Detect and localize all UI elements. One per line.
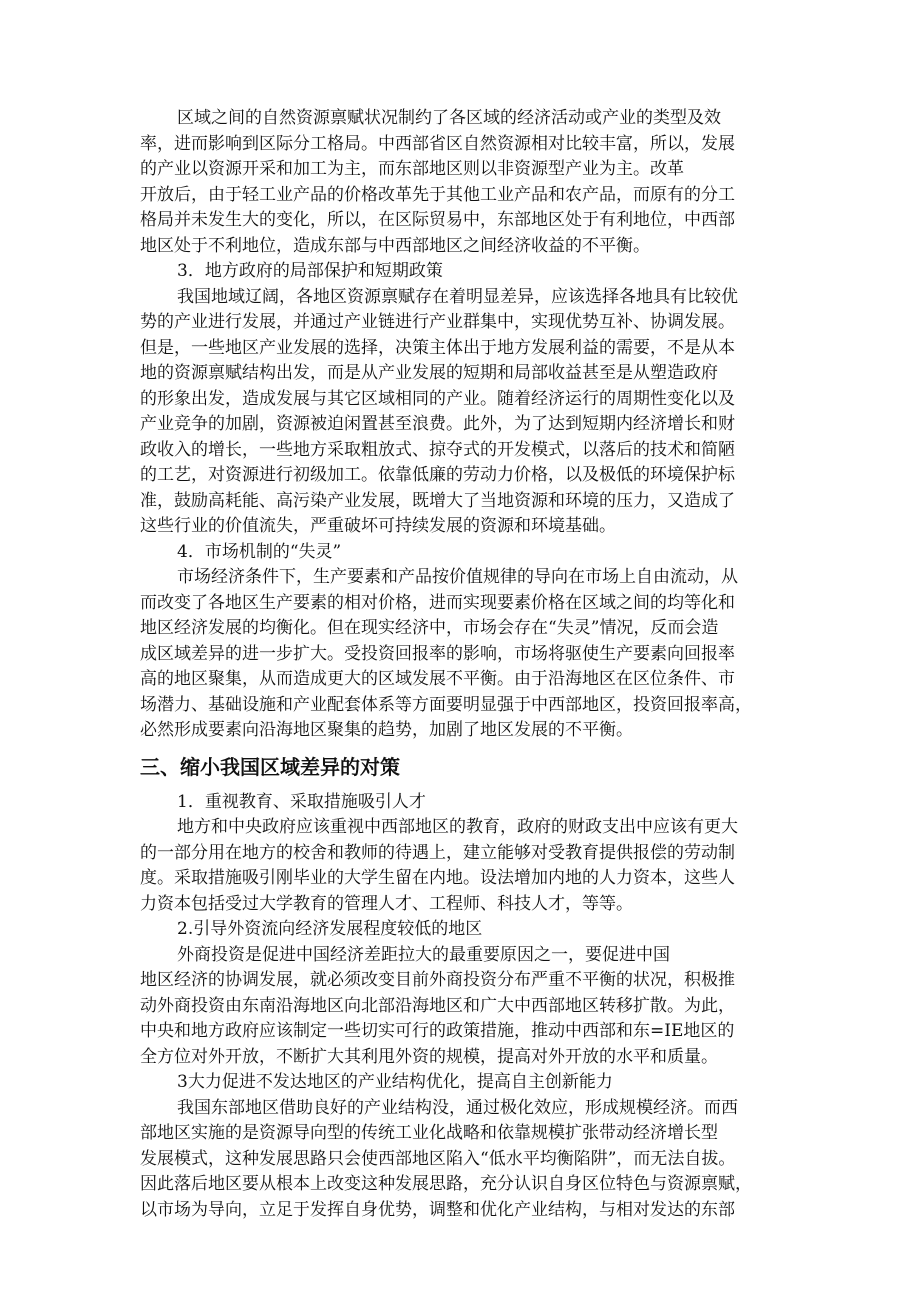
subsection-title: 2.引导外资流向经济发展程度较低的地区 [177,919,483,939]
paragraph-line: 因此落后地区要从根本上改变这种发展思路，充分认识自身区位特色与资源禀赋， [140,1174,752,1194]
paragraph-line: 势的产业进行发展，并通过产业链进行产业群集中，实现优势互补、协调发展。 [140,312,735,332]
subsection-title: 3大力促进不发达地区的产业结构优化，提高自主创新能力 [177,1072,613,1092]
paragraph-line: 部地区实施的是资源导向型的传统工业化战略和依靠规模扩张带动经济增长型 [140,1123,718,1143]
paragraph-line: 政收入的增长，一些地方采取粗放式、掠夺式的开发模式，以落后的技术和简陋 [140,439,735,460]
paragraph-line: 准，鼓励高耗能、高污染产业发展，既增大了当地资源和环境的压力，又造成了 [140,490,735,511]
subsection-title: 1．重视教育、采取措施吸引人才 [177,791,426,812]
paragraph-line: 外商投资是促进中国经济差距拉大的最重要原因之一，要促进中国 [177,944,670,965]
paragraph-line: 我国地域辽阔，各地区资源禀赋存在着明显差异，应该选择各地具有比较优 [177,286,738,307]
paragraph-line: 我国东部地区借助良好的产业结构没，通过极化效应，形成规模经济。而西 [177,1097,738,1118]
paragraph-line: 地的资源禀赋结构出发，而是从产业发展的短期和局部收益甚至是从塑造政府 [140,363,718,383]
paragraph-line: 的工艺，对资源进行初级加工。依靠低廉的劳动力价格，以及极低的环境保护标 [140,465,735,485]
paragraph-line: 开放后，由于轻工业产品的价格改革先于其他工业产品和农产品，而原有的分工 [140,184,735,205]
section-heading: 三、缩小我国区域差异的对策 [140,754,400,779]
paragraph-line: 必然形成要素向沿海地区聚集的趋势，加剧了地区发展的不平衡。 [140,720,633,740]
paragraph-line: 动外商投资由东南沿海地区向北部沿海地区和广大中西部地区转移扩散。为此， [140,995,735,1016]
paragraph-line: 地方和中央政府应该重视中西部地区的教育，政府的财政支出中应该有更大 [177,817,738,837]
subsection-title: 3．地方政府的局部保护和短期政策 [177,261,443,281]
paragraph-line: 市场经济条件下，生产要素和产品按价值规律的导向在市场上自由流动，从 [177,567,738,587]
paragraph-line: 发展模式，这种发展思路只会使西部地区陷入“低水平均衡陷阱”，而无法自拔。 [140,1148,736,1169]
paragraph-line: 的一部分用在地方的校舍和教师的待遇上，建立能够对受教育提供报偿的劳动制 [140,842,735,863]
paragraph-line: 力资本包括受过大学教育的管理人才、工程师、科技人才，等等。 [140,893,633,914]
paragraph-line: 地区处于不利地位，造成东部与中西部地区之间经济收益的不平衡。 [140,235,650,256]
paragraph-line: 中央和地方政府应该制定一些切实可行的政策措施，推动中西部和东=IE地区的 [140,1021,735,1041]
paragraph-line: 以市场为导向，立足于发挥自身优势，调整和优化产业结构，与相对发达的东部 [140,1199,735,1220]
paragraph-line: 而改变了各地区生产要素的相对价格，进而实现要素价格在区域之间的均等化和 [140,592,735,613]
paragraph-line: 这些行业的价值流失，严重破坏可持续发展的资源和环境基础。 [140,516,616,536]
paragraph-line: 全方位对外开放，不断扩大其利甩外资的规模，提高对外开放的水平和质量。 [140,1046,718,1067]
paragraph-line: 的形象出发，造成发展与其它区域相同的产业。随着经济运行的周期性变化以及 [140,388,735,409]
paragraph-line: 地区经济发展的均衡化。但在现实经济中，市场会存在“失灵”情况，反而会造 [140,618,719,638]
paragraph-line: 率，进而影响到区际分工格局。中西部省区自然资源相对比较丰富，所以，发展 [140,133,735,154]
paragraph-line: 但是，一些地区产业发展的选择，决策主体出于地方发展利益的需要，不是从本 [140,337,735,358]
paragraph-line: 格局并未发生大的变化，所以，在区际贸易中，东部地区处于有利地位，中西部 [140,210,735,230]
subsection-title: 4．市场机制的“失灵” [177,541,342,562]
paragraph-line: 成区域差异的进一步扩大。受投资回报率的影响，市场将驱使生产要素向回报率 [140,643,735,664]
paragraph-line: 区域之间的自然资源禀赋状况制约了各区域的经济活动或产业的类型及效 [177,108,721,128]
paragraph-line: 的产业以资源开采和加工为主，而东部地区则以非资源型产业为主。改革 [140,159,684,179]
paragraph-line: 高的地区聚集，从而造成更大的区域发展不平衡。由于沿海地区在区位条件、市 [140,669,735,689]
paragraph-line: 度。采取措施吸引刚毕业的大学生留在内地。设法增加内地的人力资本，这些人 [140,868,735,888]
paragraph-line: 场潜力、基础设施和产业配套体系等方面要明显强于中西部地区，投资回报率高， [140,694,752,715]
paragraph-line: 产业竞争的加剧，资源被迫闲置甚至浪费。此外，为了达到短期内经济增长和财 [140,414,735,434]
paragraph-line: 地区经济的协调发展，就必须改变目前外商投资分布严重不平衡的状况，积极推 [140,970,735,990]
document-page [140,106,786,1223]
